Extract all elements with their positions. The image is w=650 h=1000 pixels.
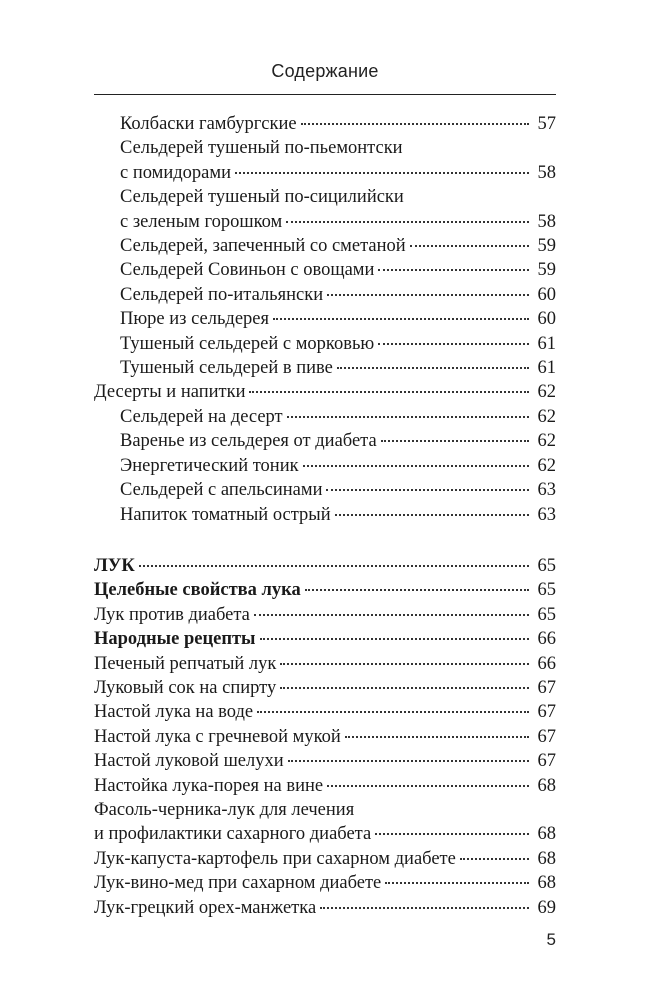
- toc-entry-title: Народные рецепты: [94, 629, 256, 650]
- dot-leader: [254, 614, 529, 616]
- toc-entry: [94, 871, 556, 895]
- toc-entry: [94, 283, 556, 307]
- toc-entry-title: и профилактики сахарного диабета: [94, 824, 372, 845]
- toc-entry: [94, 798, 556, 822]
- toc-entry-title: Колбаски гамбургские: [120, 114, 297, 134]
- toc-entry-title: с зеленым горошком: [120, 211, 283, 232]
- toc-entry-title: Лук-вино-мед при сахарном диабете: [94, 873, 382, 894]
- dot-leader: [320, 907, 529, 909]
- toc-entry-page: 68: [537, 848, 556, 869]
- toc-entry-title: Настой луковой шелухи: [94, 751, 284, 772]
- toc-entry-title: Лук-грецкий орех-манжетка: [94, 897, 317, 918]
- dot-leader: [280, 663, 529, 665]
- toc-entry-page: 62: [537, 382, 556, 403]
- dot-leader: [249, 391, 529, 393]
- toc-entry-page: 61: [537, 358, 556, 379]
- dot-leader: [287, 416, 529, 418]
- toc-entry-page: 63: [537, 504, 556, 525]
- toc-entry: [94, 405, 556, 429]
- toc-entry-page: 66: [537, 629, 556, 650]
- dot-leader: [286, 221, 529, 223]
- toc-entry: [94, 210, 556, 234]
- header-rule: [94, 94, 556, 95]
- toc-entry-title: Печеный репчатый лук: [94, 653, 277, 674]
- toc-entry-page: 60: [537, 284, 556, 305]
- toc-entry-page: 65: [537, 555, 556, 576]
- toc-section-entry: [94, 627, 556, 651]
- toc-entry-title: с помидорами: [120, 162, 231, 183]
- toc-entry-page: 67: [537, 751, 556, 772]
- toc-entry: [94, 332, 556, 356]
- toc-entry-page: 63: [537, 480, 556, 501]
- toc-entry-title: Тушеный сельдерей с морковью: [120, 333, 375, 354]
- toc-entry-page: 68: [537, 775, 556, 796]
- toc-section-entry: [94, 380, 556, 404]
- dot-leader: [305, 589, 529, 591]
- toc-entry: [94, 429, 556, 453]
- toc-entry-title: Сельдерей тушеный по-сицилийски: [120, 187, 404, 208]
- toc-chapter-entry: [94, 554, 556, 578]
- toc-entry: [94, 822, 556, 846]
- toc-entry: [94, 258, 556, 282]
- dot-leader: [303, 465, 529, 467]
- dot-leader: [288, 760, 529, 762]
- dot-leader: [327, 294, 529, 296]
- toc-entry-title: Тушеный сельдерей в пиве: [120, 358, 333, 379]
- toc-entry-title: Пюре из сельдерея: [120, 309, 270, 330]
- toc-entry: [94, 234, 556, 258]
- toc-entry-page: 62: [537, 406, 556, 427]
- toc-entry-title: Сельдерей на десерт: [120, 406, 283, 427]
- dot-leader: [378, 343, 529, 345]
- dot-leader: [410, 245, 529, 247]
- toc-entry: [94, 652, 556, 676]
- toc-entry-title: Луковый сок на спирту: [94, 677, 277, 698]
- toc-entry-page: 67: [537, 726, 556, 747]
- toc-entry-page: 67: [537, 702, 556, 723]
- toc-entry: [94, 700, 556, 724]
- toc-entry-title: Энергетический тоник: [120, 455, 299, 476]
- toc-entry: [94, 676, 556, 700]
- toc-entry-title: Сельдерей с апельсинами: [120, 480, 323, 501]
- dot-leader: [381, 440, 529, 442]
- toc-entry-title: Настой лука на воде: [94, 702, 254, 723]
- toc-entry-page: 59: [537, 260, 556, 281]
- toc-entry-title: Фасоль-черника-лук для лечения: [94, 799, 355, 820]
- dot-leader: [327, 785, 529, 787]
- page-number: 5: [546, 930, 556, 949]
- toc-entry-title: Варенье из сельдерея от диабета: [120, 431, 377, 452]
- toc-entry: [94, 774, 556, 798]
- toc-entry: [94, 847, 556, 871]
- dot-leader: [375, 833, 529, 835]
- toc-entry: [94, 161, 556, 185]
- toc-entry-page: 65: [537, 604, 556, 625]
- toc-entry-page: 60: [537, 309, 556, 330]
- toc-entry-title: Настой лука с гречневой мукой: [94, 726, 341, 747]
- toc-entry-title: Сельдерей Совиньон с овощами: [120, 260, 375, 281]
- dot-leader: [385, 882, 529, 884]
- toc-entry-title: Десерты и напитки: [94, 382, 246, 403]
- toc-entry-page: 59: [537, 236, 556, 257]
- toc-entry-title: Целебные свойства лука: [94, 580, 301, 601]
- running-header: Содержание: [271, 61, 379, 81]
- toc-entry-page: 62: [537, 455, 556, 476]
- toc-entry-title: Сельдерей тушеный по-пьемонтски: [120, 138, 403, 159]
- toc-entry: [94, 112, 556, 136]
- toc-entry-page: 58: [537, 211, 556, 232]
- toc-entry: [94, 725, 556, 749]
- toc-entry: [94, 478, 556, 502]
- toc-entry-page: 68: [537, 873, 556, 894]
- toc-entry-page: 67: [537, 677, 556, 698]
- toc-entry-page: 61: [537, 333, 556, 354]
- toc-entry: [94, 896, 556, 920]
- toc-entry: [94, 136, 556, 160]
- toc-entry: [94, 603, 556, 627]
- toc-entry: [94, 185, 556, 209]
- dot-leader: [139, 565, 529, 567]
- dot-leader: [378, 269, 529, 271]
- toc-entry: [94, 307, 556, 331]
- toc-entry: [94, 454, 556, 478]
- dot-leader: [326, 489, 529, 491]
- toc-entry-page: 62: [537, 431, 556, 452]
- toc-entry-page: 68: [537, 824, 556, 845]
- toc-entry-title: Лук-капуста-картофель при сахарном диабете: [94, 848, 456, 869]
- toc-entry-page: 66: [537, 653, 556, 674]
- dot-leader: [257, 711, 529, 713]
- toc-entry-page: 58: [537, 162, 556, 183]
- dot-leader: [337, 367, 529, 369]
- toc-section-entry: [94, 578, 556, 602]
- dot-leader: [260, 638, 529, 640]
- dot-leader: [460, 858, 529, 860]
- dot-leader: [273, 318, 529, 320]
- dot-leader: [335, 514, 529, 516]
- dot-leader: [235, 172, 529, 174]
- toc-entry-title: Сельдерей, запеченный со сметаной: [120, 236, 406, 257]
- dot-leader: [280, 687, 529, 689]
- toc-entry-title: Напиток томатный острый: [120, 504, 331, 525]
- toc-entry-page: 57: [537, 114, 556, 134]
- toc-entry-title: Лук против диабета: [94, 604, 250, 625]
- toc-entry: [94, 749, 556, 773]
- toc-entry: [94, 356, 556, 380]
- toc-entry-title: ЛУК: [94, 555, 135, 576]
- toc-entry-title: Настойка лука-порея на вине: [94, 775, 324, 796]
- dot-leader: [345, 736, 529, 738]
- dot-leader: [301, 123, 529, 125]
- toc-entry: [94, 503, 556, 527]
- toc-entry-page: 69: [537, 897, 556, 918]
- table-of-contents: [94, 112, 556, 920]
- toc-entry-title: Сельдерей по-итальянски: [120, 284, 324, 305]
- toc-entry-page: 65: [537, 580, 556, 601]
